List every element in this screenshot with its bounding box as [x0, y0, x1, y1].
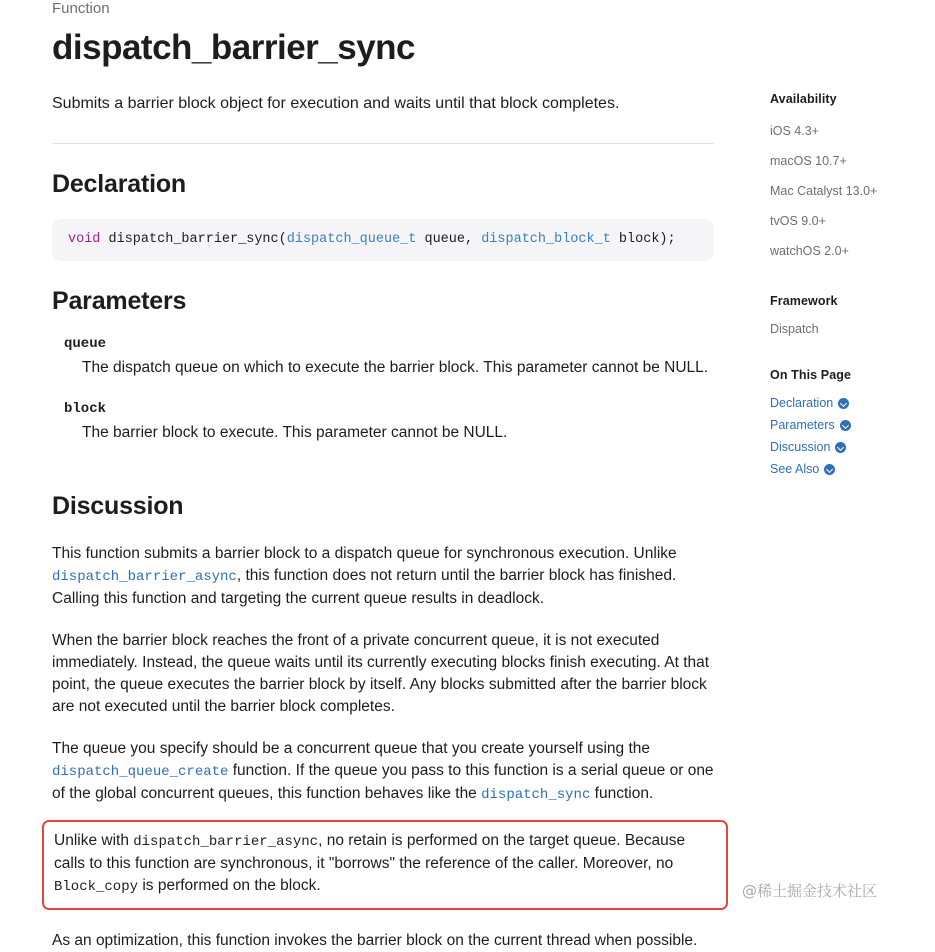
chevron-down-icon	[840, 420, 851, 431]
availability-item-watchos: watchOS 2.0+	[770, 244, 849, 258]
section-heading-declaration: Declaration	[52, 170, 186, 198]
parameter-name: queue	[64, 336, 107, 352]
availability-item-macos: macOS 10.7+	[770, 154, 847, 168]
highlighted-callout	[42, 820, 728, 910]
availability-item-tvos: tvOS 9.0+	[770, 214, 826, 228]
discussion-paragraph-1	[52, 543, 714, 610]
section-heading-discussion: Discussion	[52, 492, 184, 520]
discussion-p1-text-b: , this function does not return until the barrier block has finished. Calling this function and targeting the current queue results in deadlock.	[52, 567, 677, 607]
on-this-page-link-see-also[interactable]: See Also	[770, 462, 820, 476]
parameter-description: The barrier block to execute. This parameter cannot be NULL.	[82, 424, 508, 441]
discussion-paragraph-4	[54, 830, 716, 898]
discussion-p3-text-a: The queue you specify should be a concurrent queue that you create yourself using the	[52, 740, 650, 757]
watermark: @稀土掘金技术社区	[742, 882, 878, 900]
code-dispatch-barrier-async: dispatch_barrier_async	[133, 834, 319, 850]
chevron-down-icon	[835, 442, 846, 453]
parameter-item	[52, 401, 714, 444]
discussion-p4-text-c: is performed on the block.	[138, 877, 321, 894]
discussion-paragraph-3	[52, 738, 714, 806]
declaration-code-block	[52, 219, 714, 261]
framework-value: Dispatch	[770, 322, 819, 336]
discussion-p3-text-c: function.	[590, 785, 654, 802]
parameter-name: block	[64, 401, 107, 417]
link-dispatch-queue-create[interactable]: dispatch_queue_create	[52, 764, 229, 780]
main-content	[52, 0, 714, 952]
code-type-dispatch-queue-t: dispatch_queue_t	[286, 232, 417, 247]
availability-item-mac-catalyst: Mac Catalyst 13.0+	[770, 184, 878, 198]
sidebar-group-framework	[770, 294, 920, 340]
sidebar-heading-availability: Availability	[770, 92, 837, 106]
discussion-p3-text-b: function. If the queue you pass to this function is a serial queue or one of the global concurrent queues, this function behaves like the	[52, 762, 714, 802]
parameter-description: The dispatch queue on which to execute the barrier block. This parameter cannot be NULL.	[82, 359, 709, 376]
code-arg-block: block);	[610, 232, 676, 247]
on-this-page-row[interactable]	[770, 458, 920, 480]
code-arg-queue: queue,	[416, 232, 482, 247]
page-abstract: Submits a barrier block object for execution and waits until that block completes.	[52, 95, 620, 112]
on-this-page-row[interactable]	[770, 392, 920, 414]
code-block-copy: Block_copy	[54, 879, 139, 895]
chevron-down-icon	[824, 464, 835, 475]
section-heading-parameters: Parameters	[52, 287, 187, 315]
on-this-page-row[interactable]	[770, 436, 920, 458]
sidebar	[770, 92, 920, 480]
discussion-p1-text-a: This function submits a barrier block to a dispatch queue for synchronous execution. Unlike	[52, 545, 677, 562]
sidebar-group-on-this-page	[770, 368, 920, 480]
code-keyword-void: void	[68, 232, 101, 247]
sidebar-heading-on-this-page: On This Page	[770, 368, 852, 382]
sidebar-heading-framework: Framework	[770, 294, 838, 308]
on-this-page-row[interactable]	[770, 414, 920, 436]
divider	[52, 143, 714, 144]
on-this-page-link-discussion[interactable]: Discussion	[770, 440, 831, 454]
on-this-page-link-declaration[interactable]: Declaration	[770, 396, 834, 410]
discussion-p4-text-a: Unlike with	[54, 832, 134, 849]
discussion-paragraph-2: When the barrier block reaches the front of a private concurrent queue, it is not executed immediately. Instead, the queue waits until its currently executing blocks finish executing. At that point, the queue executes the barrier block by itself. Any blocks submitted after the barrier block are not executed until the barrier block completes.	[52, 632, 710, 715]
code-type-dispatch-block-t: dispatch_block_t	[481, 232, 611, 247]
link-dispatch-sync[interactable]: dispatch_sync	[481, 787, 591, 803]
parameter-item	[52, 336, 714, 379]
discussion-p4-text-b: , no retain is performed on the target queue. Because calls to this function are synchronous, it "borrows" the reference of the caller. Moreover, no	[54, 832, 686, 872]
page-eyebrow: Function	[52, 0, 110, 17]
on-this-page-link-parameters[interactable]: Parameters	[770, 418, 835, 432]
code-function-name: dispatch_barrier_sync(	[100, 232, 287, 247]
discussion-paragraph-5: As an optimization, this function invokes the barrier block on the current thread when possible.	[52, 932, 698, 949]
parameters-list	[52, 336, 714, 444]
availability-item-ios: iOS 4.3+	[770, 124, 819, 138]
link-dispatch-barrier-async[interactable]: dispatch_barrier_async	[52, 569, 237, 585]
chevron-down-icon	[838, 398, 849, 409]
page-title: dispatch_barrier_sync	[52, 28, 416, 67]
